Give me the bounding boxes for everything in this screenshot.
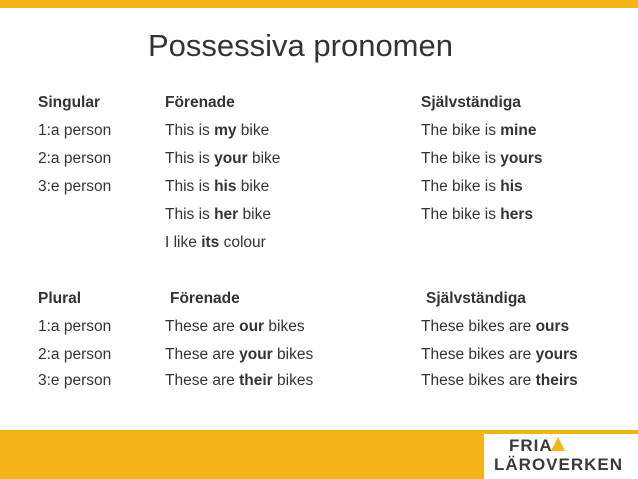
forenade-example: This is his bike [165, 178, 270, 195]
singular-sjalvstandiga-header: Självständiga [421, 94, 521, 111]
forenade-example: These are their bikes [165, 372, 314, 389]
logo-line-2: LÄROVERKEN [494, 455, 624, 474]
singular-header: Singular [38, 94, 101, 111]
person-label: 2:a person [38, 346, 112, 363]
sjalvstandiga-example: The bike is mine [421, 122, 537, 139]
plural-header: Plural [38, 290, 82, 307]
sjalvstandiga-example: The bike is his [421, 178, 523, 195]
slide-title: Possessiva pronomen [148, 28, 453, 63]
sjalvstandiga-example: These bikes are ours [421, 318, 570, 335]
plural-forenade-header: Förenade [170, 290, 240, 307]
person-label: 1:a person [38, 318, 112, 335]
plural-sjalvstandiga-header: Självständiga [426, 290, 526, 307]
forenade-example: These are our bikes [165, 318, 305, 335]
forenade-example: I like its colour [165, 234, 266, 251]
top-accent-bar [0, 0, 638, 8]
singular-forenade-header: Förenade [165, 94, 235, 111]
person-label: 3:e person [38, 178, 112, 195]
forenade-example: This is your bike [165, 150, 281, 167]
sjalvstandiga-example: The bike is yours [421, 150, 543, 167]
forenade-example: This is her bike [165, 206, 271, 223]
logo-line-1: FRIA [509, 436, 553, 455]
person-label: 2:a person [38, 150, 112, 167]
logo-triangle-icon [551, 437, 565, 451]
sjalvstandiga-example: The bike is hers [421, 206, 534, 223]
sjalvstandiga-example: These bikes are theirs [421, 372, 578, 389]
forenade-example: This is my bike [165, 122, 270, 139]
forenade-example: These are your bikes [165, 346, 314, 363]
sjalvstandiga-example: These bikes are yours [421, 346, 578, 363]
person-label: 1:a person [38, 122, 112, 139]
person-label: 3:e person [38, 372, 112, 389]
